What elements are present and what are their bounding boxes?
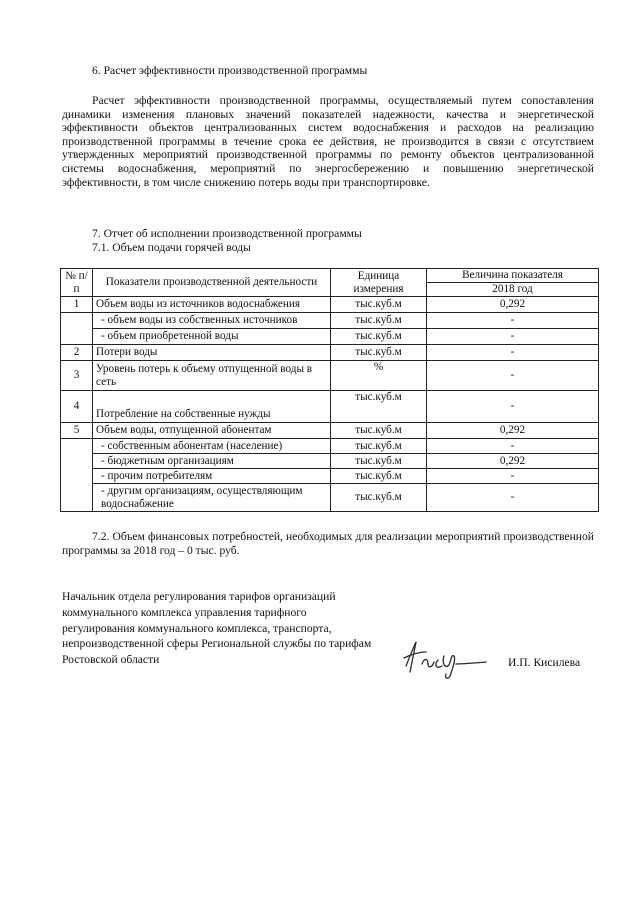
handwritten-signature: [398, 636, 490, 687]
row-value: -: [427, 361, 599, 391]
row-value: 0,292: [427, 454, 599, 469]
table-row: [61, 469, 599, 484]
row-num: [61, 439, 93, 512]
table-row: [61, 423, 599, 439]
row-num: 1: [61, 297, 93, 313]
row-value: -: [427, 439, 599, 454]
section-7-2-paragraph: 7.2. Объем финансовых потребностей, необходимых для реализации мероприятий производственной программы за 2018 год – 0 тыс. руб.: [62, 530, 594, 557]
row-indicator: Объем воды из источников водоснабжения: [93, 297, 331, 313]
section-6-paragraph: Расчет эффективности производственной программы, осуществляемый путем сопоставления динамики изменения плановых значений показателей надежности, качества и энергетической эффективности объектов централизованных систем водоснабжения и расходов на реализацию производственной программы в течение срока ее действия, не производится в связи с отсутствием утвержденных мероприятий производственной программы по ремонту объектов централизованной системы водоснабжения, мероприятий по энергосбережению и повышению энергетической эффективности, в том числе снижению потерь воды при транспортировке.: [62, 94, 594, 189]
row-value: -: [427, 484, 599, 512]
header-value-group: Величина показателя: [427, 269, 599, 283]
row-indicator: - бюджетным организациям: [93, 454, 331, 469]
table-row: [61, 345, 599, 361]
row-value: -: [427, 345, 599, 361]
row-num: 4: [61, 391, 93, 423]
row-indicator: - другим организациям, осуществляющим водоснабжение: [93, 484, 331, 512]
section-6-heading: 6. Расчет эффективности производственной программы: [92, 64, 368, 77]
row-num: 3: [61, 361, 93, 391]
row-unit: тыс.куб.м: [331, 469, 427, 484]
header-year: 2018 год: [427, 283, 599, 297]
row-unit: %: [331, 361, 427, 391]
section-7-heading: 7. Отчет об исполнении производственной программы: [92, 227, 362, 240]
row-unit: тыс.куб.м: [331, 454, 427, 469]
row-unit: тыс.куб.м: [331, 484, 427, 512]
row-indicator: Объем воды, отпущенной абонентам: [93, 423, 331, 439]
row-unit: тыс.куб.м: [331, 345, 427, 361]
table-row: [61, 484, 599, 512]
row-value: -: [427, 391, 599, 423]
water-supply-table: [60, 268, 599, 512]
table-row: [61, 329, 599, 345]
signatory-name: И.П. Кисилева: [508, 656, 581, 669]
table-row: [61, 454, 599, 469]
row-indicator: Уровень потерь к объему отпущенной воды в сеть: [93, 361, 331, 391]
row-num: 5: [61, 423, 93, 439]
table-row: [61, 297, 599, 313]
table-row: [61, 313, 599, 329]
row-indicator: Потери воды: [93, 345, 331, 361]
row-unit: тыс.куб.м: [331, 391, 427, 423]
row-value: -: [427, 313, 599, 329]
signatory-position: Начальник отдела регулирования тарифов организаций коммунального комплекса управления тарифного регулирования коммунального комплекса, транспорта, непроизводственной сферы Региональной службы по тарифам Ростовской области: [62, 590, 372, 667]
header-num: № п/п: [61, 269, 93, 297]
row-unit: тыс.куб.м: [331, 313, 427, 329]
row-indicator: - прочим потребителям: [93, 469, 331, 484]
row-indicator: - собственным абонентам (население): [93, 439, 331, 454]
table-row: [61, 391, 599, 423]
header-indicator: Показатели производственной деятельности: [93, 269, 331, 297]
header-unit: Единица измерения: [331, 269, 427, 297]
row-indicator: - объем приобретенной воды: [93, 329, 331, 345]
row-unit: тыс.куб.м: [331, 329, 427, 345]
row-value: -: [427, 329, 599, 345]
section-7-1-heading: 7.1. Объем подачи горячей воды: [92, 241, 251, 254]
row-unit: тыс.куб.м: [331, 297, 427, 313]
row-value: 0,292: [427, 297, 599, 313]
row-value: 0,292: [427, 423, 599, 439]
row-unit: тыс.куб.м: [331, 439, 427, 454]
table-row: [61, 439, 599, 454]
row-num: 2: [61, 345, 93, 361]
table-row: [61, 361, 599, 391]
row-value: -: [427, 469, 599, 484]
row-indicator: Потребление на собственные нужды: [93, 391, 331, 423]
row-unit: тыс.куб.м: [331, 423, 427, 439]
row-num: [61, 313, 93, 345]
row-indicator: - объем воды из собственных источников: [93, 313, 331, 329]
